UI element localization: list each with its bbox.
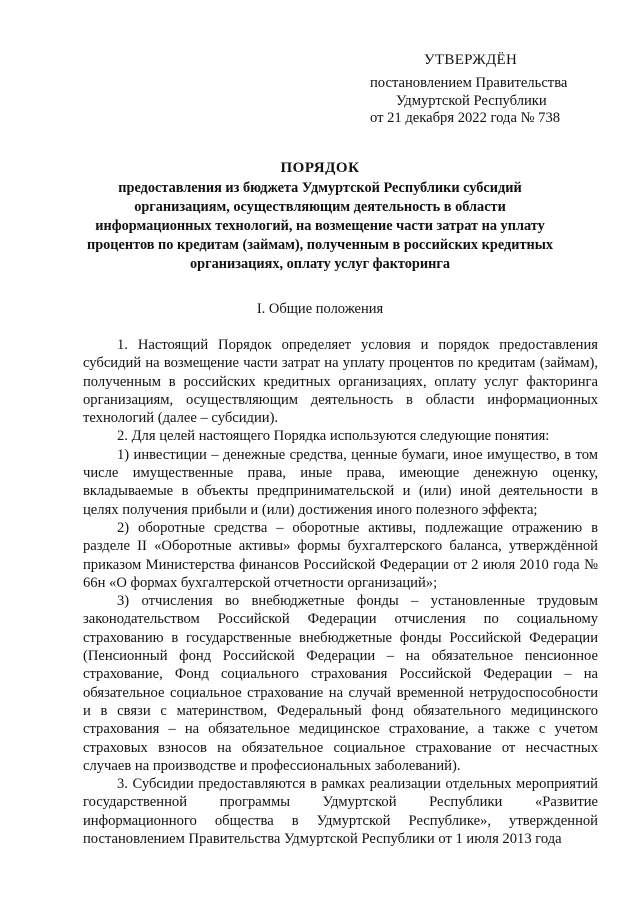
paragraph: 3. Субсидии предоставляются в рамках реализации отдельных мероприятий государственной программы Удмуртской Республики «Развитие информационного общества в Удмуртской Республике», утвержденной постановлением Правительства Удмуртской Республики от 1 июля 2013 года <box>83 776 598 848</box>
paragraph: 3) отчисления во внебюджетные фонды – установленные трудовым законодательством Российской Федерации отчисления по социальному страхованию в государственные внебюджетные фонды Российской Федерации (Пенсионный фонд Российской Федерации – на обязательное пенсионное страхование, Фонд социального страхования Российской Федерации – на обязательное социальное страхование на случай временной нетрудоспособности и в связи с материнством, Федеральный фонд обязательного медицинского страхования – на обязательное медицинское страхование, а также с учетом страховых взносов на обязательное социальное страхование от несчастных случаев на производстве и профессиональных заболеваний). <box>83 593 598 774</box>
paragraph: 2. Для целей настоящего Порядка используются следующие понятия: <box>117 428 550 445</box>
approval-stamp <box>366 52 616 128</box>
document-title <box>80 160 560 274</box>
paragraph: 2) оборотные средства – оборотные активы, подлежащие отражению в разделе II «Оборотные активы» формы бухгалтерского баланса, утверждённой приказом Министерства финансов Российской Федерации от 2 июля 2010 года № 66н «О формах бухгалтерской отчетности организаций»; <box>83 519 598 591</box>
approval-line-3: от 21 декабря 2022 года № 738 <box>370 110 561 127</box>
approval-line-1: постановлением Правительства <box>370 75 568 92</box>
paragraph: 1) инвестиции – денежные средства, ценные бумаги, иное имущество, в том числе имущественные права, иные права, имеющие денежную оценку, вкладываемые в объекты предпринимательской и (или) иной деятельности в целях получения прибыли и (или) достижения иного полезного эффекта; <box>83 446 598 518</box>
title-subtitle: предоставления из бюджета Удмуртской Республики субсидий организациям, осуществляющим деятельность в области информационных технологий, на возмещение части затрат на уплату процентов по кредитам (займам), полученным в российских кредитных организациях, оплату услуг факторинга <box>86 180 554 272</box>
section-heading: I. Общие положения <box>256 301 384 317</box>
document-body <box>83 336 598 848</box>
approval-line-2: Удмуртской Республики <box>396 92 547 109</box>
title-main: ПОРЯДОК <box>280 160 360 176</box>
paragraph: 1. Настоящий Порядок определяет условия и порядок предоставления субсидий на возмещение части затрат на уплату процентов по кредитам (займам), полученным в российских кредитных организациях, оплату услуг факторинга организациям, осуществляющим деятельность в области информационных технологий (далее – субсидии). <box>83 337 598 427</box>
approval-heading: УТВЕРЖДЁН <box>424 52 518 68</box>
